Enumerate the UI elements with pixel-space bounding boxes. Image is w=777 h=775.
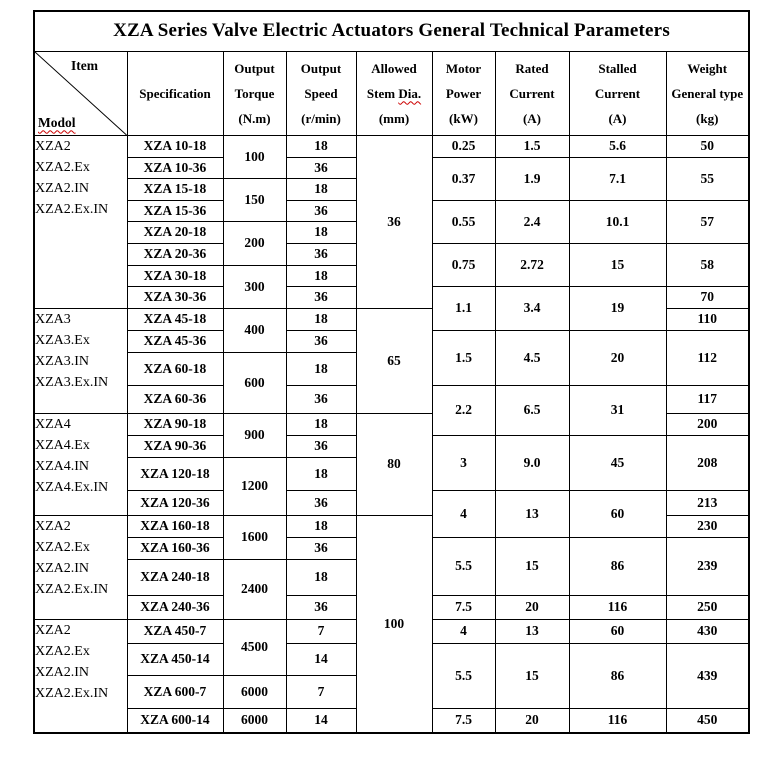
header-motor-power: [432, 51, 495, 135]
header-line: Output: [234, 60, 275, 76]
cell-weight: 55: [666, 157, 749, 200]
header-line: General type: [671, 85, 744, 101]
cell-rated: 13: [495, 619, 569, 643]
cell-rated: 1.9: [495, 157, 569, 200]
model-name: XZA2.IN: [35, 180, 90, 196]
cell-speed: 7: [286, 675, 356, 708]
cell-spec: XZA 450-7: [127, 619, 223, 643]
cell-rated: 9.0: [495, 435, 569, 490]
cell-power: 5.5: [432, 537, 495, 595]
header-row: [34, 51, 749, 135]
header-rated-current: [495, 51, 569, 135]
header-line: Current: [594, 85, 641, 101]
cell-stalled: 19: [569, 286, 666, 330]
cell-weight: 57: [666, 200, 749, 243]
cell-stem: 36: [356, 135, 432, 308]
cell-speed: 18: [286, 457, 356, 490]
corner-item-label: Item: [71, 57, 98, 73]
cell-torque: 200: [223, 221, 286, 265]
cell-stalled: 5.6: [569, 135, 666, 157]
cell-power: 1.5: [432, 330, 495, 385]
cell-weight: 239: [666, 537, 749, 595]
cell-speed: 18: [286, 265, 356, 286]
header-line: (N.m): [238, 110, 271, 126]
header-line: Stem Dia.: [366, 85, 422, 101]
cell-stalled: 45: [569, 435, 666, 490]
cell-spec: XZA 15-36: [127, 200, 223, 221]
cell-weight: 439: [666, 643, 749, 708]
cell-spec: XZA 45-18: [127, 308, 223, 330]
cell-power: 5.5: [432, 643, 495, 708]
header-line: (mm): [378, 110, 410, 126]
model-name: XZA3.Ex.IN: [35, 374, 109, 390]
cell-stalled: 116: [569, 708, 666, 733]
model-name: XZA2.Ex: [35, 539, 90, 555]
model-name: XZA2: [35, 138, 71, 154]
cell-stalled: 15: [569, 243, 666, 286]
cell-stalled: 86: [569, 537, 666, 595]
cell-weight: 200: [666, 413, 749, 435]
cell-torque: 2400: [223, 559, 286, 619]
corner-model-label: Modol: [38, 114, 76, 130]
cell-power: 1.1: [432, 286, 495, 330]
model-name: XZA2.IN: [35, 560, 90, 576]
cell-speed: 36: [286, 490, 356, 515]
cell-spec: XZA 120-36: [127, 490, 223, 515]
header-specification: [127, 51, 223, 135]
cell-power: 4: [432, 490, 495, 537]
header-line: Power: [445, 85, 482, 101]
cell-stalled: 7.1: [569, 157, 666, 200]
cell-speed: 18: [286, 221, 356, 243]
cell-rated: 6.5: [495, 385, 569, 435]
cell-speed: 36: [286, 243, 356, 265]
cell-speed: 36: [286, 385, 356, 413]
cell-spec: XZA 90-18: [127, 413, 223, 435]
table-row: [34, 135, 749, 157]
cell-stem: 65: [356, 308, 432, 413]
cell-stalled: 86: [569, 643, 666, 708]
cell-speed: 18: [286, 413, 356, 435]
header-line: Output: [300, 60, 342, 76]
cell-spec: XZA 120-18: [127, 457, 223, 490]
cell-spec: XZA 160-18: [127, 515, 223, 537]
cell-speed: 36: [286, 330, 356, 352]
cell-torque: 4500: [223, 619, 286, 675]
cell-stalled: 60: [569, 619, 666, 643]
cell-rated: 1.5: [495, 135, 569, 157]
cell-rated: 2.4: [495, 200, 569, 243]
header-line: (kg): [696, 110, 719, 126]
cell-spec: XZA 30-18: [127, 265, 223, 286]
cell-spec: XZA 10-18: [127, 135, 223, 157]
cell-stalled: 20: [569, 330, 666, 385]
cell-power: 2.2: [432, 385, 495, 435]
cell-spec: XZA 20-36: [127, 243, 223, 265]
cell-speed: 18: [286, 308, 356, 330]
header-output-speed: [286, 51, 356, 135]
cell-stalled: 116: [569, 595, 666, 619]
cell-rated: 3.4: [495, 286, 569, 330]
cell-spec: XZA 60-18: [127, 352, 223, 385]
model-name: XZA2.Ex: [35, 643, 90, 659]
cell-spec: XZA 160-36: [127, 537, 223, 559]
cell-spec: XZA 45-36: [127, 330, 223, 352]
cell-torque: 600: [223, 352, 286, 413]
cell-speed: 36: [286, 435, 356, 457]
cell-weight: 450: [666, 708, 749, 733]
cell-power: 7.5: [432, 708, 495, 733]
cell-torque: 100: [223, 135, 286, 178]
header-line: (r/min): [301, 110, 341, 126]
cell-model: [34, 413, 127, 515]
cell-weight: 58: [666, 243, 749, 286]
table-title: XZA Series Valve Electric Actuators General Technical Parameters: [34, 11, 749, 51]
model-name: XZA4.IN: [35, 458, 90, 474]
cell-torque: 300: [223, 265, 286, 308]
cell-power: 7.5: [432, 595, 495, 619]
header-line: Torque: [234, 85, 275, 101]
cell-rated: 4.5: [495, 330, 569, 385]
cell-rated: 13: [495, 490, 569, 537]
cell-speed: 36: [286, 537, 356, 559]
model-name: XZA3: [35, 311, 71, 327]
cell-weight: 208: [666, 435, 749, 490]
model-name: XZA2.Ex: [35, 159, 90, 175]
cell-spec: XZA 20-18: [127, 221, 223, 243]
header-line: Motor: [445, 60, 482, 76]
cell-weight: 230: [666, 515, 749, 537]
header-stalled-current: [569, 51, 666, 135]
cell-speed: 18: [286, 515, 356, 537]
cell-speed: 14: [286, 643, 356, 675]
parameters-table: [33, 10, 750, 734]
header-corner-cell: [34, 51, 127, 135]
cell-speed: 36: [286, 595, 356, 619]
cell-stalled: 60: [569, 490, 666, 537]
cell-speed: 36: [286, 157, 356, 178]
cell-stalled: 10.1: [569, 200, 666, 243]
header-line: Weight: [687, 60, 728, 76]
cell-torque: 6000: [223, 675, 286, 708]
cell-power: 0.37: [432, 157, 495, 200]
header-allowed-stem-dia: [356, 51, 432, 135]
cell-speed: 18: [286, 352, 356, 385]
cell-power: 3: [432, 435, 495, 490]
cell-weight: 70: [666, 286, 749, 308]
model-name: XZA2.IN: [35, 664, 90, 680]
header-line: Specification: [139, 85, 211, 101]
cell-weight: 112: [666, 330, 749, 385]
model-name: XZA3.Ex: [35, 332, 90, 348]
cell-torque: 1600: [223, 515, 286, 559]
cell-weight: 430: [666, 619, 749, 643]
cell-speed: 36: [286, 200, 356, 221]
cell-rated: 20: [495, 595, 569, 619]
cell-spec: XZA 15-18: [127, 178, 223, 200]
model-name: XZA2: [35, 622, 71, 638]
cell-spec: XZA 60-36: [127, 385, 223, 413]
cell-spec: XZA 450-14: [127, 643, 223, 675]
cell-weight: 50: [666, 135, 749, 157]
cell-spec: XZA 240-36: [127, 595, 223, 619]
header-weight: [666, 51, 749, 135]
header-line: (A): [608, 110, 627, 126]
model-name: XZA4.Ex.IN: [35, 479, 109, 495]
header-output-torque: [223, 51, 286, 135]
cell-model: [34, 619, 127, 733]
model-name: XZA3.IN: [35, 353, 90, 369]
model-name: XZA4.Ex: [35, 437, 90, 453]
header-line: Stalled: [598, 60, 637, 76]
cell-torque: 900: [223, 413, 286, 457]
cell-model: [34, 135, 127, 308]
cell-model: [34, 308, 127, 413]
cell-stalled: 31: [569, 385, 666, 435]
cell-power: 0.55: [432, 200, 495, 243]
cell-spec: XZA 600-14: [127, 708, 223, 733]
header-line: Rated: [515, 60, 549, 76]
cell-speed: 18: [286, 178, 356, 200]
cell-rated: 20: [495, 708, 569, 733]
cell-weight: 213: [666, 490, 749, 515]
header-line: Speed: [304, 85, 338, 101]
header-line: (A): [522, 110, 542, 126]
cell-weight: 117: [666, 385, 749, 413]
cell-rated: 2.72: [495, 243, 569, 286]
cell-speed: 36: [286, 286, 356, 308]
model-name: XZA2: [35, 518, 71, 534]
model-name: XZA2.Ex.IN: [35, 685, 109, 701]
cell-spec: XZA 10-36: [127, 157, 223, 178]
header-line: Current: [509, 85, 555, 101]
cell-spec: XZA 600-7: [127, 675, 223, 708]
cell-weight: 250: [666, 595, 749, 619]
title-row: [34, 11, 749, 51]
cell-speed: 18: [286, 559, 356, 595]
cell-spec: XZA 30-36: [127, 286, 223, 308]
cell-power: 4: [432, 619, 495, 643]
header-line: (kW): [449, 110, 478, 126]
cell-speed: 14: [286, 708, 356, 733]
spellcheck-squiggle-text: Dia.: [398, 85, 422, 101]
cell-spec: XZA 90-36: [127, 435, 223, 457]
model-name: XZA2.Ex.IN: [35, 201, 109, 217]
cell-torque: 150: [223, 178, 286, 221]
cell-power: 0.75: [432, 243, 495, 286]
cell-spec: XZA 240-18: [127, 559, 223, 595]
header-line: Allowed: [371, 60, 417, 76]
model-name: XZA4: [35, 416, 71, 432]
cell-power: 0.25: [432, 135, 495, 157]
cell-stem: 100: [356, 515, 432, 733]
model-name: XZA2.Ex.IN: [35, 581, 109, 597]
cell-model: [34, 515, 127, 619]
cell-rated: 15: [495, 537, 569, 595]
cell-speed: 18: [286, 135, 356, 157]
cell-torque: 400: [223, 308, 286, 352]
cell-rated: 15: [495, 643, 569, 708]
cell-torque: 1200: [223, 457, 286, 515]
cell-stem: 80: [356, 413, 432, 515]
cell-torque: 6000: [223, 708, 286, 733]
cell-speed: 7: [286, 619, 356, 643]
cell-weight: 110: [666, 308, 749, 330]
